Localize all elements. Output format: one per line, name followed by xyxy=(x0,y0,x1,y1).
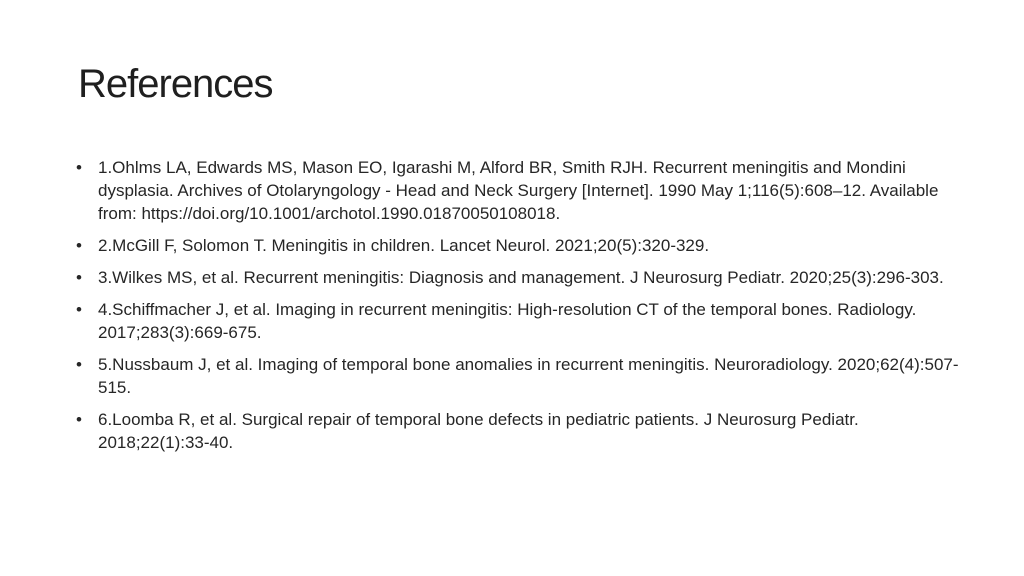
bullet-icon: • xyxy=(76,236,82,255)
reference-text: 3.Wilkes MS, et al. Recurrent meningitis: Diagnosis and management. J Neurosurg Pediatr. 2020;25(3):296-303. xyxy=(98,268,944,287)
reference-list xyxy=(74,156,964,463)
reference-item xyxy=(74,234,964,257)
reference-text: 4.Schiffmacher J, et al. Imaging in recurrent meningitis: High-resolution CT of the temporal bones. Radiology. 2017;283(3):669-675. xyxy=(98,300,917,342)
reference-item xyxy=(74,408,964,454)
reference-item xyxy=(74,298,964,344)
reference-item xyxy=(74,353,964,399)
bullet-icon: • xyxy=(76,268,82,287)
reference-text: 1.Ohlms LA, Edwards MS, Mason EO, Igarashi M, Alford BR, Smith RJH. Recurrent meningitis and Mondini dysplasia. Archives of Otolaryngology - Head and Neck Surgery [Internet]. 1990 May 1;116(5):608–12. Available from: https://doi.org/10.1001/archotol.1990.01870050108018. xyxy=(98,158,939,223)
bullet-icon: • xyxy=(76,355,82,374)
reference-text: 6.Loomba R, et al. Surgical repair of temporal bone defects in pediatric patients. J Neurosurg Pediatr. 2018;22(1):33-40. xyxy=(98,410,859,452)
reference-item xyxy=(74,266,964,289)
bullet-icon: • xyxy=(76,410,82,429)
slide-title: References xyxy=(78,62,273,106)
reference-text: 2.McGill F, Solomon T. Meningitis in children. Lancet Neurol. 2021;20(5):320-329. xyxy=(98,236,710,255)
reference-text: 5.Nussbaum J, et al. Imaging of temporal bone anomalies in recurrent meningitis. Neuroradiology. 2020;62(4):507-515. xyxy=(98,355,959,397)
bullet-icon: • xyxy=(76,300,82,319)
bullet-icon: • xyxy=(76,158,82,177)
reference-item xyxy=(74,156,964,225)
